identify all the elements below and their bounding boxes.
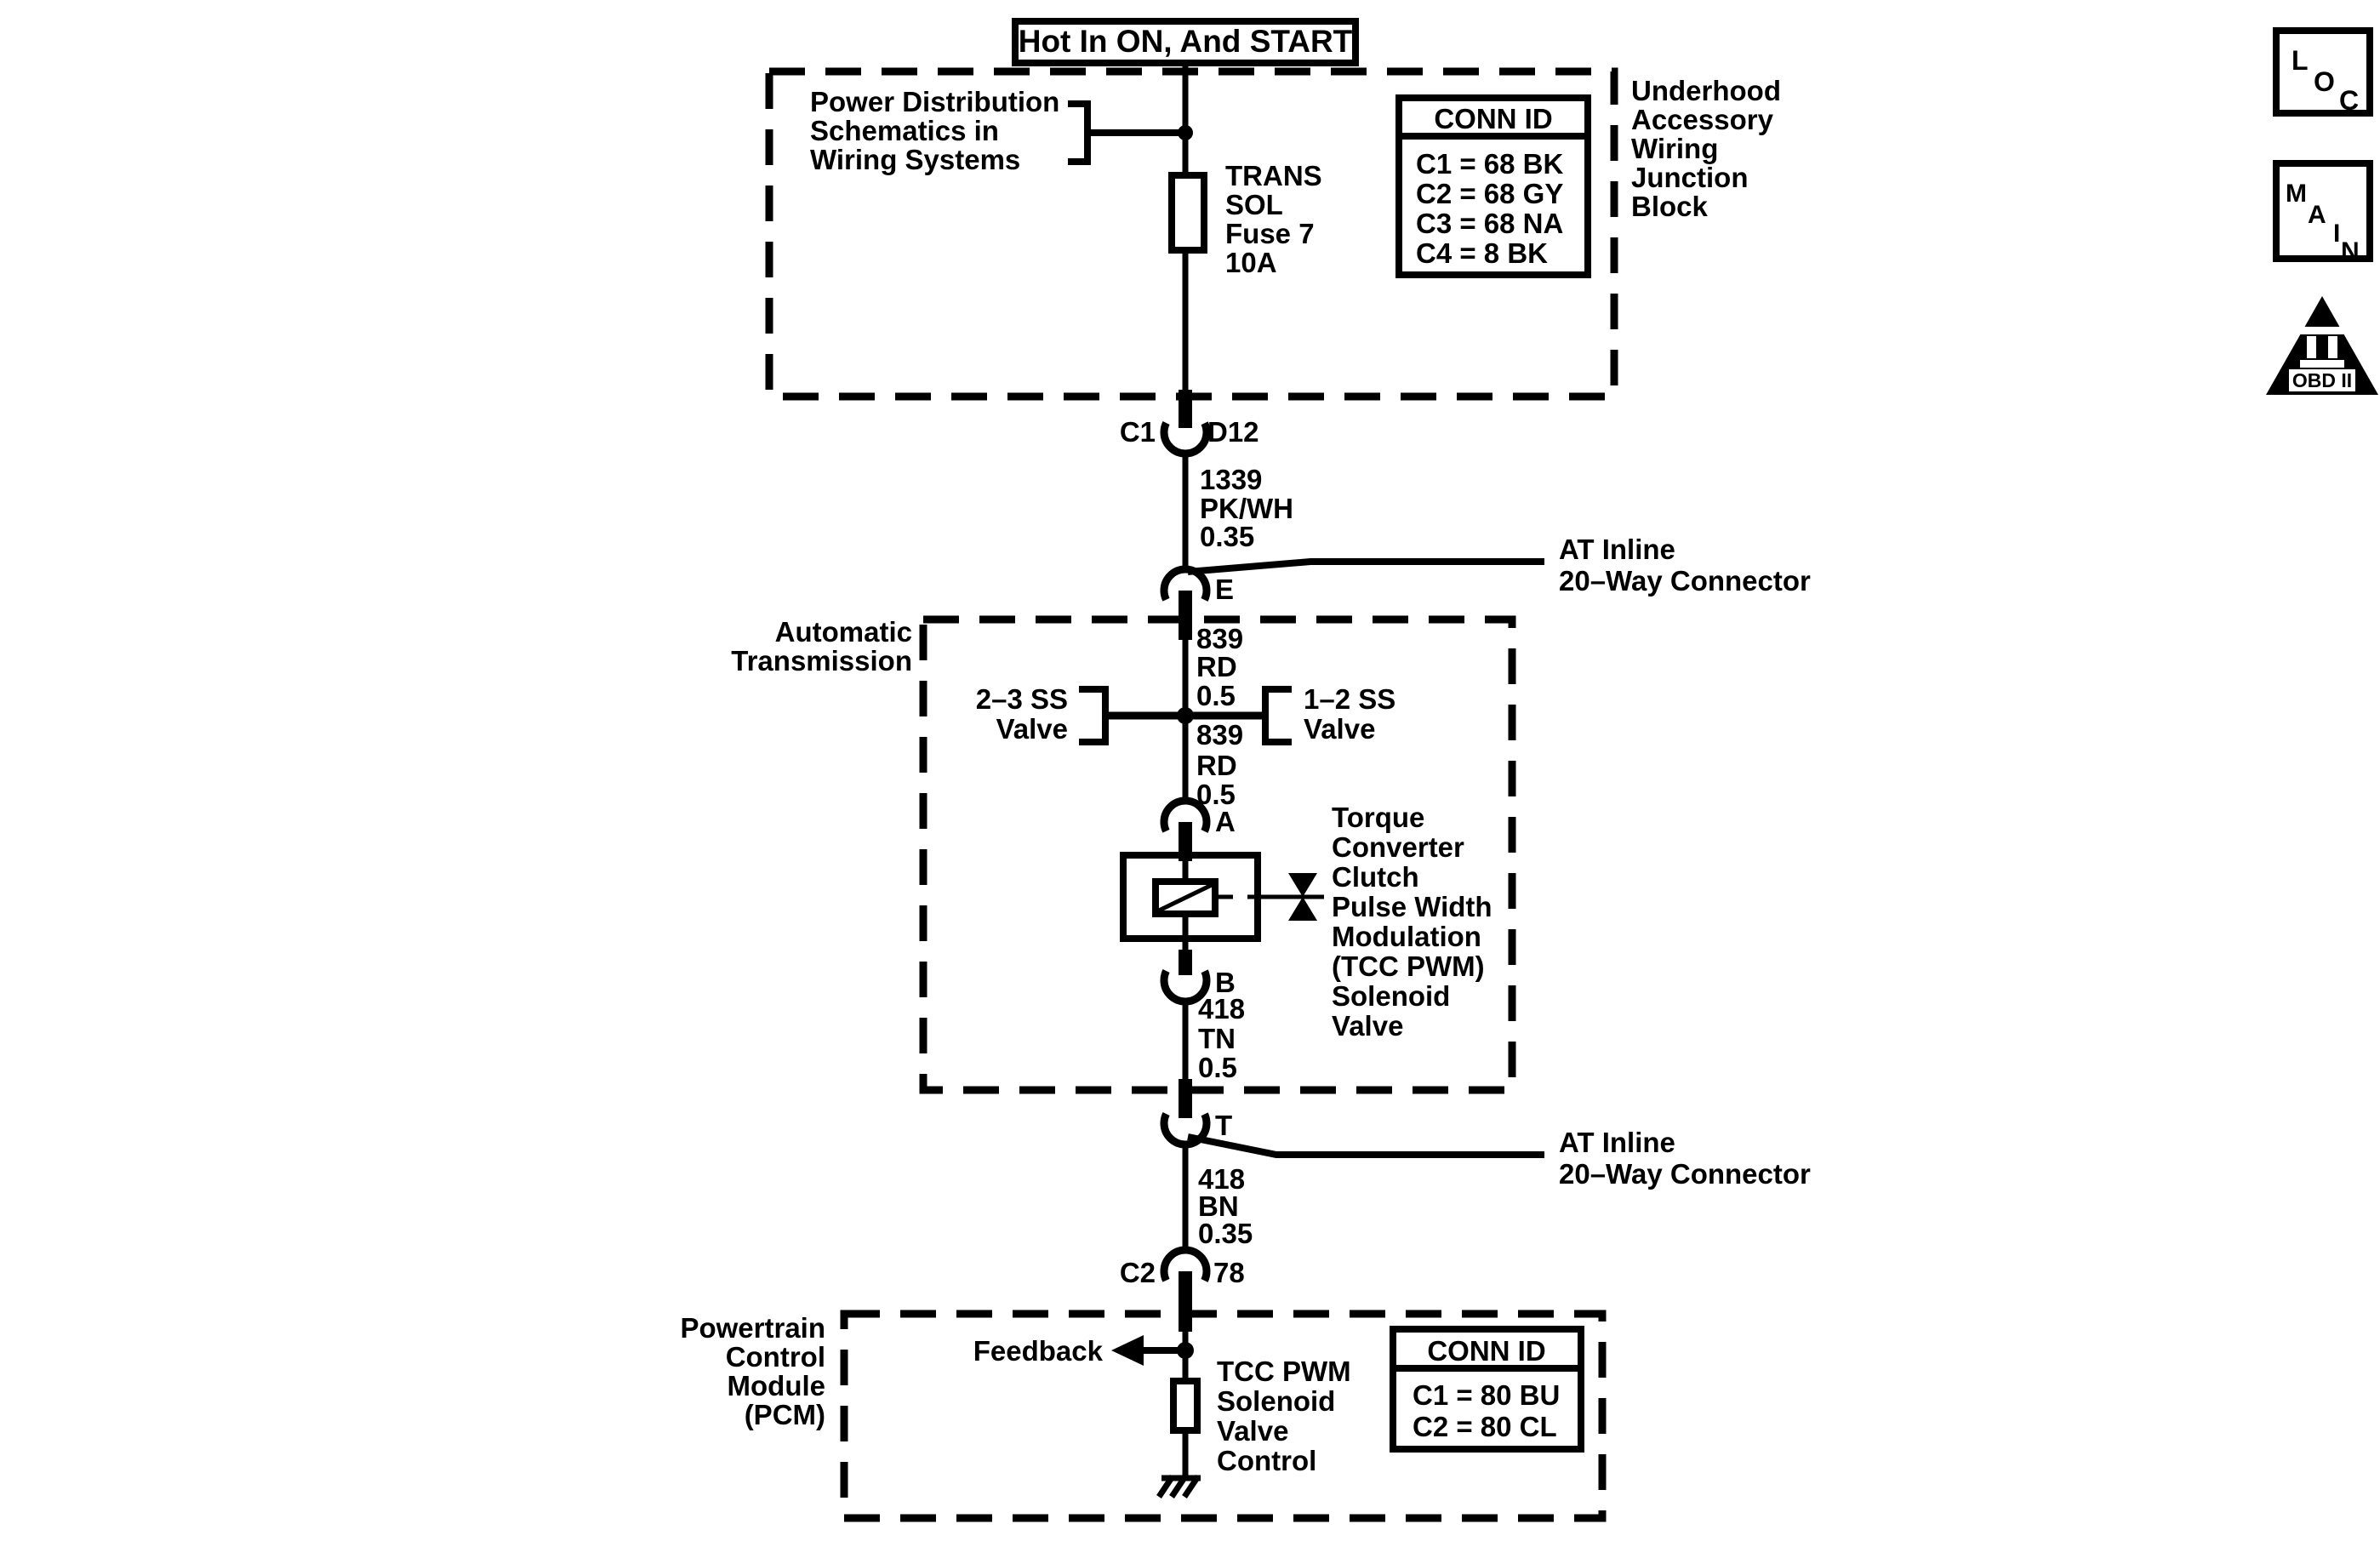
junction-block-label: [1631, 75, 1781, 222]
junction-block-label-line: Underhood: [1631, 75, 1781, 106]
fuse-label-line: TRANS: [1225, 160, 1322, 191]
power-source-line: Power Distribution: [810, 86, 1060, 117]
at-inline-label-line: 20–Way Connector: [1559, 1158, 1811, 1190]
tcc-solenoid-label-line: Valve: [1332, 1010, 1404, 1042]
wire-label-line: 0.35: [1198, 1218, 1253, 1249]
valve-12-bracket: [1265, 689, 1292, 742]
power-source-line: Schematics in: [810, 115, 999, 146]
fuse-label-line: SOL: [1225, 189, 1283, 220]
junction-dot: [1177, 707, 1194, 724]
connector-pin-t: T: [1215, 1110, 1233, 1141]
obd2-label: OBD II: [2292, 369, 2353, 391]
junction-block-label-line: Block: [1631, 191, 1708, 222]
conn-id-row: C1 = 68 BK: [1416, 148, 1564, 180]
valve-23-label-line: 2–3 SS: [975, 683, 1068, 715]
conn-id-table-pcm: [1393, 1329, 1581, 1449]
conn-id-row: C2 = 68 GY: [1416, 178, 1564, 209]
wire-label-line: 839: [1196, 719, 1244, 751]
conn-id-row: C2 = 80 CL: [1413, 1411, 1557, 1442]
valve-12-label-line: 1–2 SS: [1304, 683, 1396, 715]
connector-pin-a: A: [1215, 806, 1236, 837]
connector-pin-b: B: [1215, 967, 1236, 998]
junction-block-box: [769, 71, 1614, 397]
connector-e: [1164, 534, 1811, 612]
at-inline-label-line: AT Inline: [1559, 1127, 1675, 1158]
fuse-label-line: Fuse 7: [1225, 218, 1315, 249]
connector-label-c1: C1: [1119, 416, 1156, 448]
tcc-solenoid-label-line: (TCC PWM): [1332, 950, 1485, 982]
wire-label-line: 0.5: [1196, 779, 1236, 810]
obd2-badge: [2266, 296, 2378, 395]
valve-23-bracket: [1079, 689, 1105, 742]
driver-element: [1173, 1381, 1197, 1430]
wire-label-line: TN: [1198, 1023, 1236, 1054]
pcm-control-label-line: Valve: [1217, 1415, 1289, 1447]
wire-label-1339: [1200, 464, 1293, 552]
pcm-control-label-line: Solenoid: [1217, 1385, 1336, 1417]
transmission-label-line: Transmission: [731, 645, 912, 676]
at-inline-label-line: 20–Way Connector: [1559, 565, 1811, 596]
wire-label-line: 0.5: [1196, 680, 1236, 711]
pcm-label-line: Powertrain: [680, 1312, 825, 1344]
tcc-solenoid-label-line: Clutch: [1332, 861, 1419, 893]
power-source-line: Wiring Systems: [810, 144, 1021, 175]
pcm-control-label-line: Control: [1217, 1445, 1317, 1476]
obd2-pillar-top: [2300, 327, 2344, 334]
fuse-label-line: 10A: [1225, 247, 1277, 278]
wire-label-line: RD: [1196, 750, 1237, 781]
junction-block-label-line: Wiring: [1631, 133, 1719, 164]
pcm-label-line: Control: [725, 1341, 825, 1373]
wire-label-line: RD: [1196, 651, 1237, 682]
tcc-solenoid-label-line: Converter: [1332, 831, 1464, 863]
junction-block-label-line: Junction: [1631, 162, 1749, 193]
junction-dot: [1178, 125, 1193, 140]
main-letter: A: [2308, 201, 2326, 229]
wire-label-418bn: [1198, 1163, 1253, 1249]
conn-id-table-junction-block: [1399, 98, 1588, 275]
main-badge: [2276, 163, 2370, 265]
fuse-symbol: [1172, 175, 1204, 250]
automatic-transmission-box: [731, 616, 1512, 1090]
conn-id-header: CONN ID: [1427, 1335, 1546, 1367]
wire-label-line: 0.5: [1198, 1052, 1237, 1083]
conn-id-row: C1 = 80 BU: [1413, 1379, 1561, 1411]
callout-leader-line: [1188, 1137, 1544, 1155]
pcm-control-label-line: TCC PWM: [1217, 1356, 1351, 1387]
connector-label-c2: C2: [1119, 1257, 1156, 1288]
at-inline-label-line: AT Inline: [1559, 534, 1675, 565]
feedback-tap: [973, 1335, 1194, 1367]
wire-label-line: PK/WH: [1200, 493, 1293, 524]
conn-id-header: CONN ID: [1434, 103, 1553, 134]
pcm-label-line: (PCM): [744, 1399, 825, 1430]
power-mode-title: [1015, 21, 1356, 63]
valve-icon-upper: [1288, 873, 1317, 897]
pcm-box: [680, 1312, 1602, 1518]
valve-23-label-line: Valve: [996, 713, 1068, 745]
loc-letter: L: [2292, 45, 2309, 76]
feedback-label: Feedback: [973, 1335, 1103, 1367]
obd2-pillar-base: [2300, 360, 2344, 368]
wire-label-line: BN: [1198, 1190, 1239, 1222]
pcm-label-line: Module: [727, 1370, 825, 1401]
junction-block-label-line: Accessory: [1631, 104, 1773, 135]
ground-icon: [1159, 1476, 1201, 1497]
main-letter: N: [2341, 237, 2360, 265]
main-letter: I: [2333, 220, 2341, 248]
wire-label-line: 0.35: [1200, 521, 1255, 552]
loc-letter: C: [2339, 85, 2360, 116]
wire-label-line: 839: [1196, 623, 1244, 654]
loc-badge: [2276, 31, 2370, 116]
callout-leader-line: [1188, 562, 1544, 572]
wire-label-line: 418: [1198, 993, 1246, 1025]
obd2-pillar-column: [2307, 336, 2316, 358]
tcc-solenoid-label-line: Torque: [1332, 802, 1425, 833]
obd2-pillar-column: [2328, 336, 2337, 358]
title-text: Hot In ON, And START: [1018, 24, 1353, 59]
tcc-pwm-solenoid-symbol: [1123, 855, 1324, 939]
connector-t: [1164, 1102, 1811, 1190]
feedback-arrow-icon: [1111, 1335, 1144, 1366]
conn-id-row: C3 = 68 NA: [1416, 208, 1564, 239]
source-bracket: [1068, 104, 1087, 162]
valve-12-label-line: Valve: [1304, 713, 1376, 745]
wire-label-line: 1339: [1200, 464, 1263, 495]
transmission-label-line: Automatic: [774, 616, 912, 648]
valve-icon-lower: [1288, 897, 1317, 921]
main-letter: M: [2286, 180, 2307, 208]
conn-id-row: C4 = 8 BK: [1416, 237, 1548, 269]
tcc-solenoid-label-line: Pulse Width: [1332, 891, 1492, 922]
connector-pin-e: E: [1215, 574, 1235, 605]
loc-letter: O: [2314, 66, 2335, 97]
wire-label-line: 418: [1198, 1163, 1246, 1195]
tcc-solenoid-label-line: Solenoid: [1332, 980, 1451, 1012]
connector-pin-d12: D12: [1207, 416, 1259, 448]
connector-pin-78: 78: [1213, 1257, 1245, 1288]
tcc-solenoid-label-line: Modulation: [1332, 921, 1481, 952]
